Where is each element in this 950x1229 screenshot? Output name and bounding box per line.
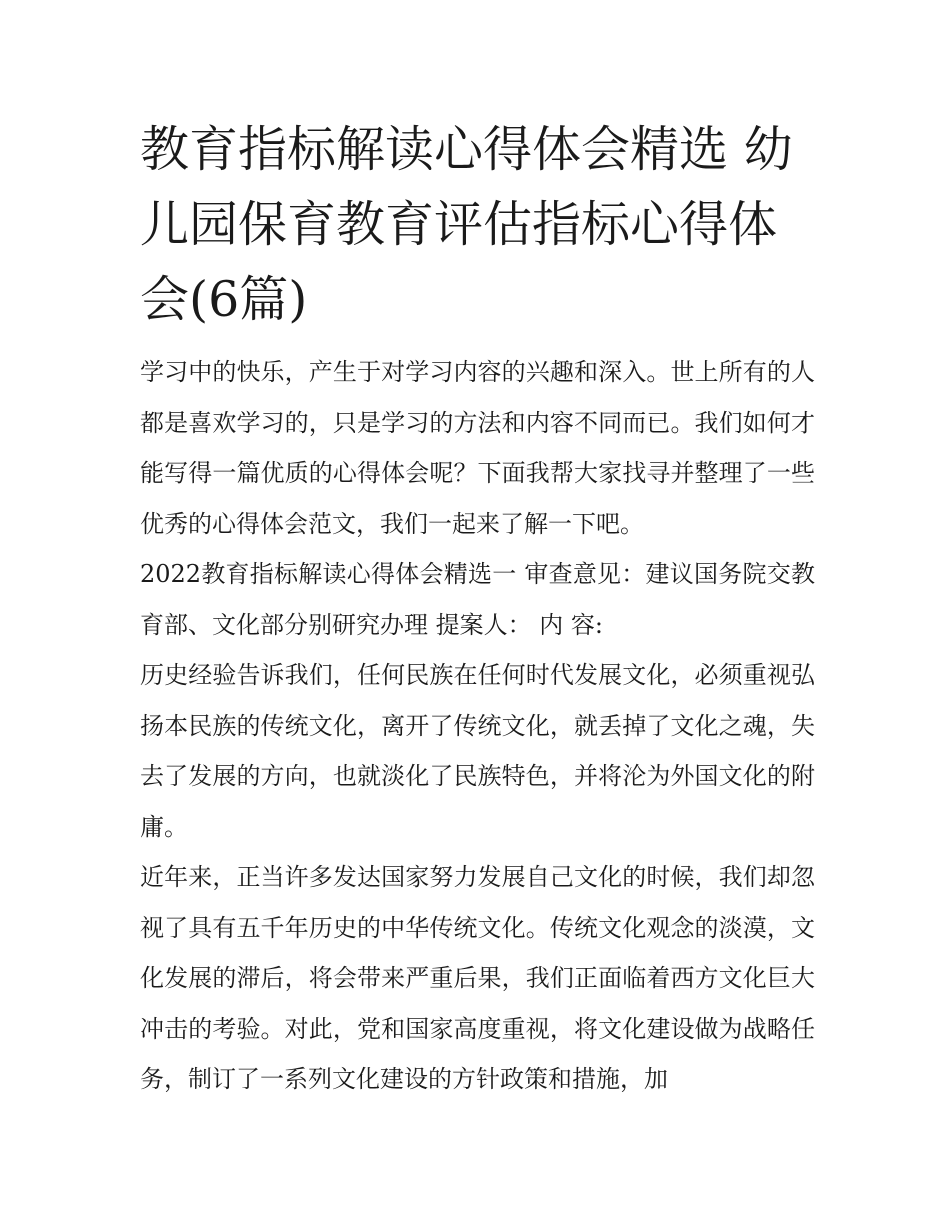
paragraph-intro: 学习中的快乐，产生于对学习内容的兴趣和深入。世上所有的人都是喜欢学习的，只是学习的方法和内容不同而已。我们如何才能写得一篇优质的心得体会呢？下面我帮大家找寻并整理了一些优秀的心得体会范文，我们一起来了解一下吧。 xyxy=(140,358,815,538)
document-title: 教育指标解读心得体会精选 幼儿园保育教育评估指标心得体会(6篇) xyxy=(140,121,793,328)
paragraph-section-heading: 2022教育指标解读心得体会精选一 审查意见：建议国务院交教育部、文化部分别研究办理 提案人： 内 容: xyxy=(140,560,815,639)
paragraph-recent-years: 近年来，正当许多发达国家努力发展自己文化的时候，我们却忽视了具有五千年历史的中华传统文化。传统文化观念的淡漠，文化发展的滞后，将会带来严重后果，我们正面临着西方文化巨大冲击的考验。对此，党和国家高度重视，将文化建设做为战略任务，制订了一系列文化建设的方针政策和措施，加 xyxy=(140,863,815,1093)
document-page xyxy=(140,112,815,1105)
paragraph-history: 历史经验告诉我们，任何民族在任何时代发展文化，必须重视弘扬本民族的传统文化，离开了传统文化，就丢掉了文化之魂，失去了发展的方向，也就淡化了民族特色，并将沦为外国文化的附庸。 xyxy=(140,661,815,841)
